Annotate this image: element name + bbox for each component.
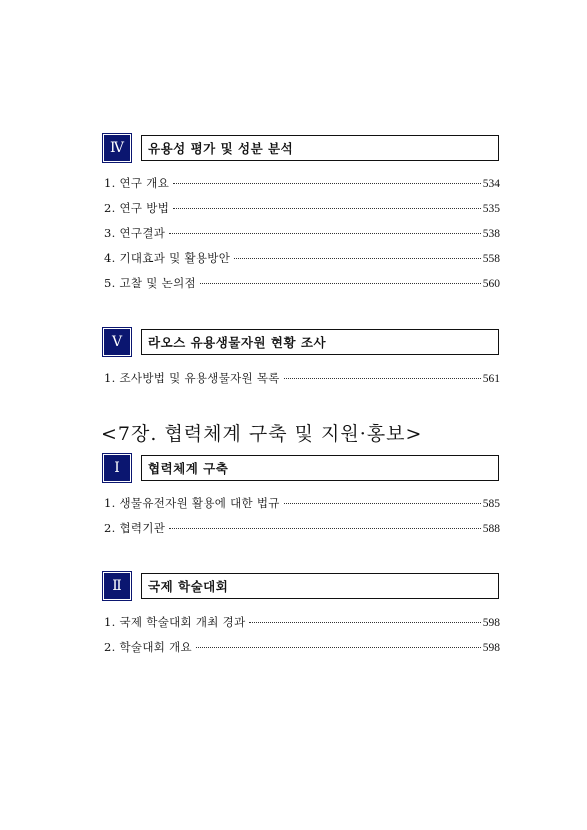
toc-entry-label: 1. 연구 개요 [104, 176, 170, 190]
toc-leader-dots [169, 233, 481, 234]
section-header-ii [104, 573, 499, 599]
toc-entry-page: 560 [482, 278, 500, 290]
toc-entry-label: 2. 협력기관 [104, 521, 166, 535]
section-title: 국제 학술대회 [141, 573, 499, 599]
toc-entry[interactable] [104, 275, 500, 291]
toc-entry[interactable] [104, 520, 500, 536]
section-numeral: Ⅰ [104, 455, 130, 481]
toc-leader-dots [249, 622, 480, 623]
toc-entry-label: 1. 국제 학술대회 개최 경과 [104, 615, 246, 629]
toc-entry-page: 534 [482, 178, 500, 190]
toc-entry[interactable] [104, 175, 500, 191]
toc-leader-dots [196, 647, 481, 648]
toc-leader-dots [234, 258, 481, 259]
section-numeral: Ⅱ [104, 573, 130, 599]
toc-leader-dots [284, 503, 481, 504]
toc-leader-dots [173, 183, 481, 184]
toc-entry-label: 5. 고찰 및 논의점 [104, 276, 196, 290]
toc-entry-page: 598 [482, 642, 500, 654]
section-header-i [104, 455, 499, 481]
toc-entry-page: 598 [482, 617, 500, 629]
toc-entry-label: 2. 연구 방법 [104, 201, 170, 215]
toc-entry-page: 558 [482, 253, 500, 265]
toc-entry-label: 3. 연구결과 [104, 226, 166, 240]
section-numeral: Ⅴ [104, 329, 130, 355]
section-header-iv [104, 135, 499, 161]
toc-entry-page: 561 [482, 373, 500, 385]
toc-entry-label: 2. 학술대회 개요 [104, 640, 192, 654]
toc-entry-label: 1. 조사방법 및 유용생물자원 목록 [104, 371, 280, 385]
toc-entry[interactable] [104, 614, 500, 630]
toc-entry[interactable] [104, 370, 500, 386]
toc-entry-label: 1. 생물유전자원 활용에 대한 법규 [104, 496, 280, 510]
toc-entry-page: 535 [482, 203, 500, 215]
toc-entry-page: 588 [482, 523, 500, 535]
section-title: 협력체계 구축 [141, 455, 499, 481]
toc-entry-page: 538 [482, 228, 500, 240]
toc-entry[interactable] [104, 200, 500, 216]
section-numeral: Ⅳ [104, 135, 130, 161]
toc-entry-page: 585 [482, 498, 500, 510]
toc-entry[interactable] [104, 225, 500, 241]
toc-entry[interactable] [104, 250, 500, 266]
chapter-title: <7장. 협력체계 구축 및 지원·홍보> [101, 423, 423, 445]
toc-leader-dots [284, 378, 481, 379]
toc-entry[interactable] [104, 639, 500, 655]
section-title: 유용성 평가 및 성분 분석 [141, 135, 499, 161]
section-header-v [104, 329, 499, 355]
toc-entry[interactable] [104, 495, 500, 511]
toc-leader-dots [200, 283, 481, 284]
toc-entry-label: 4. 기대효과 및 활용방안 [104, 251, 231, 265]
toc-leader-dots [173, 208, 481, 209]
toc-leader-dots [169, 528, 481, 529]
section-title: 라오스 유용생물자원 현황 조사 [141, 329, 499, 355]
